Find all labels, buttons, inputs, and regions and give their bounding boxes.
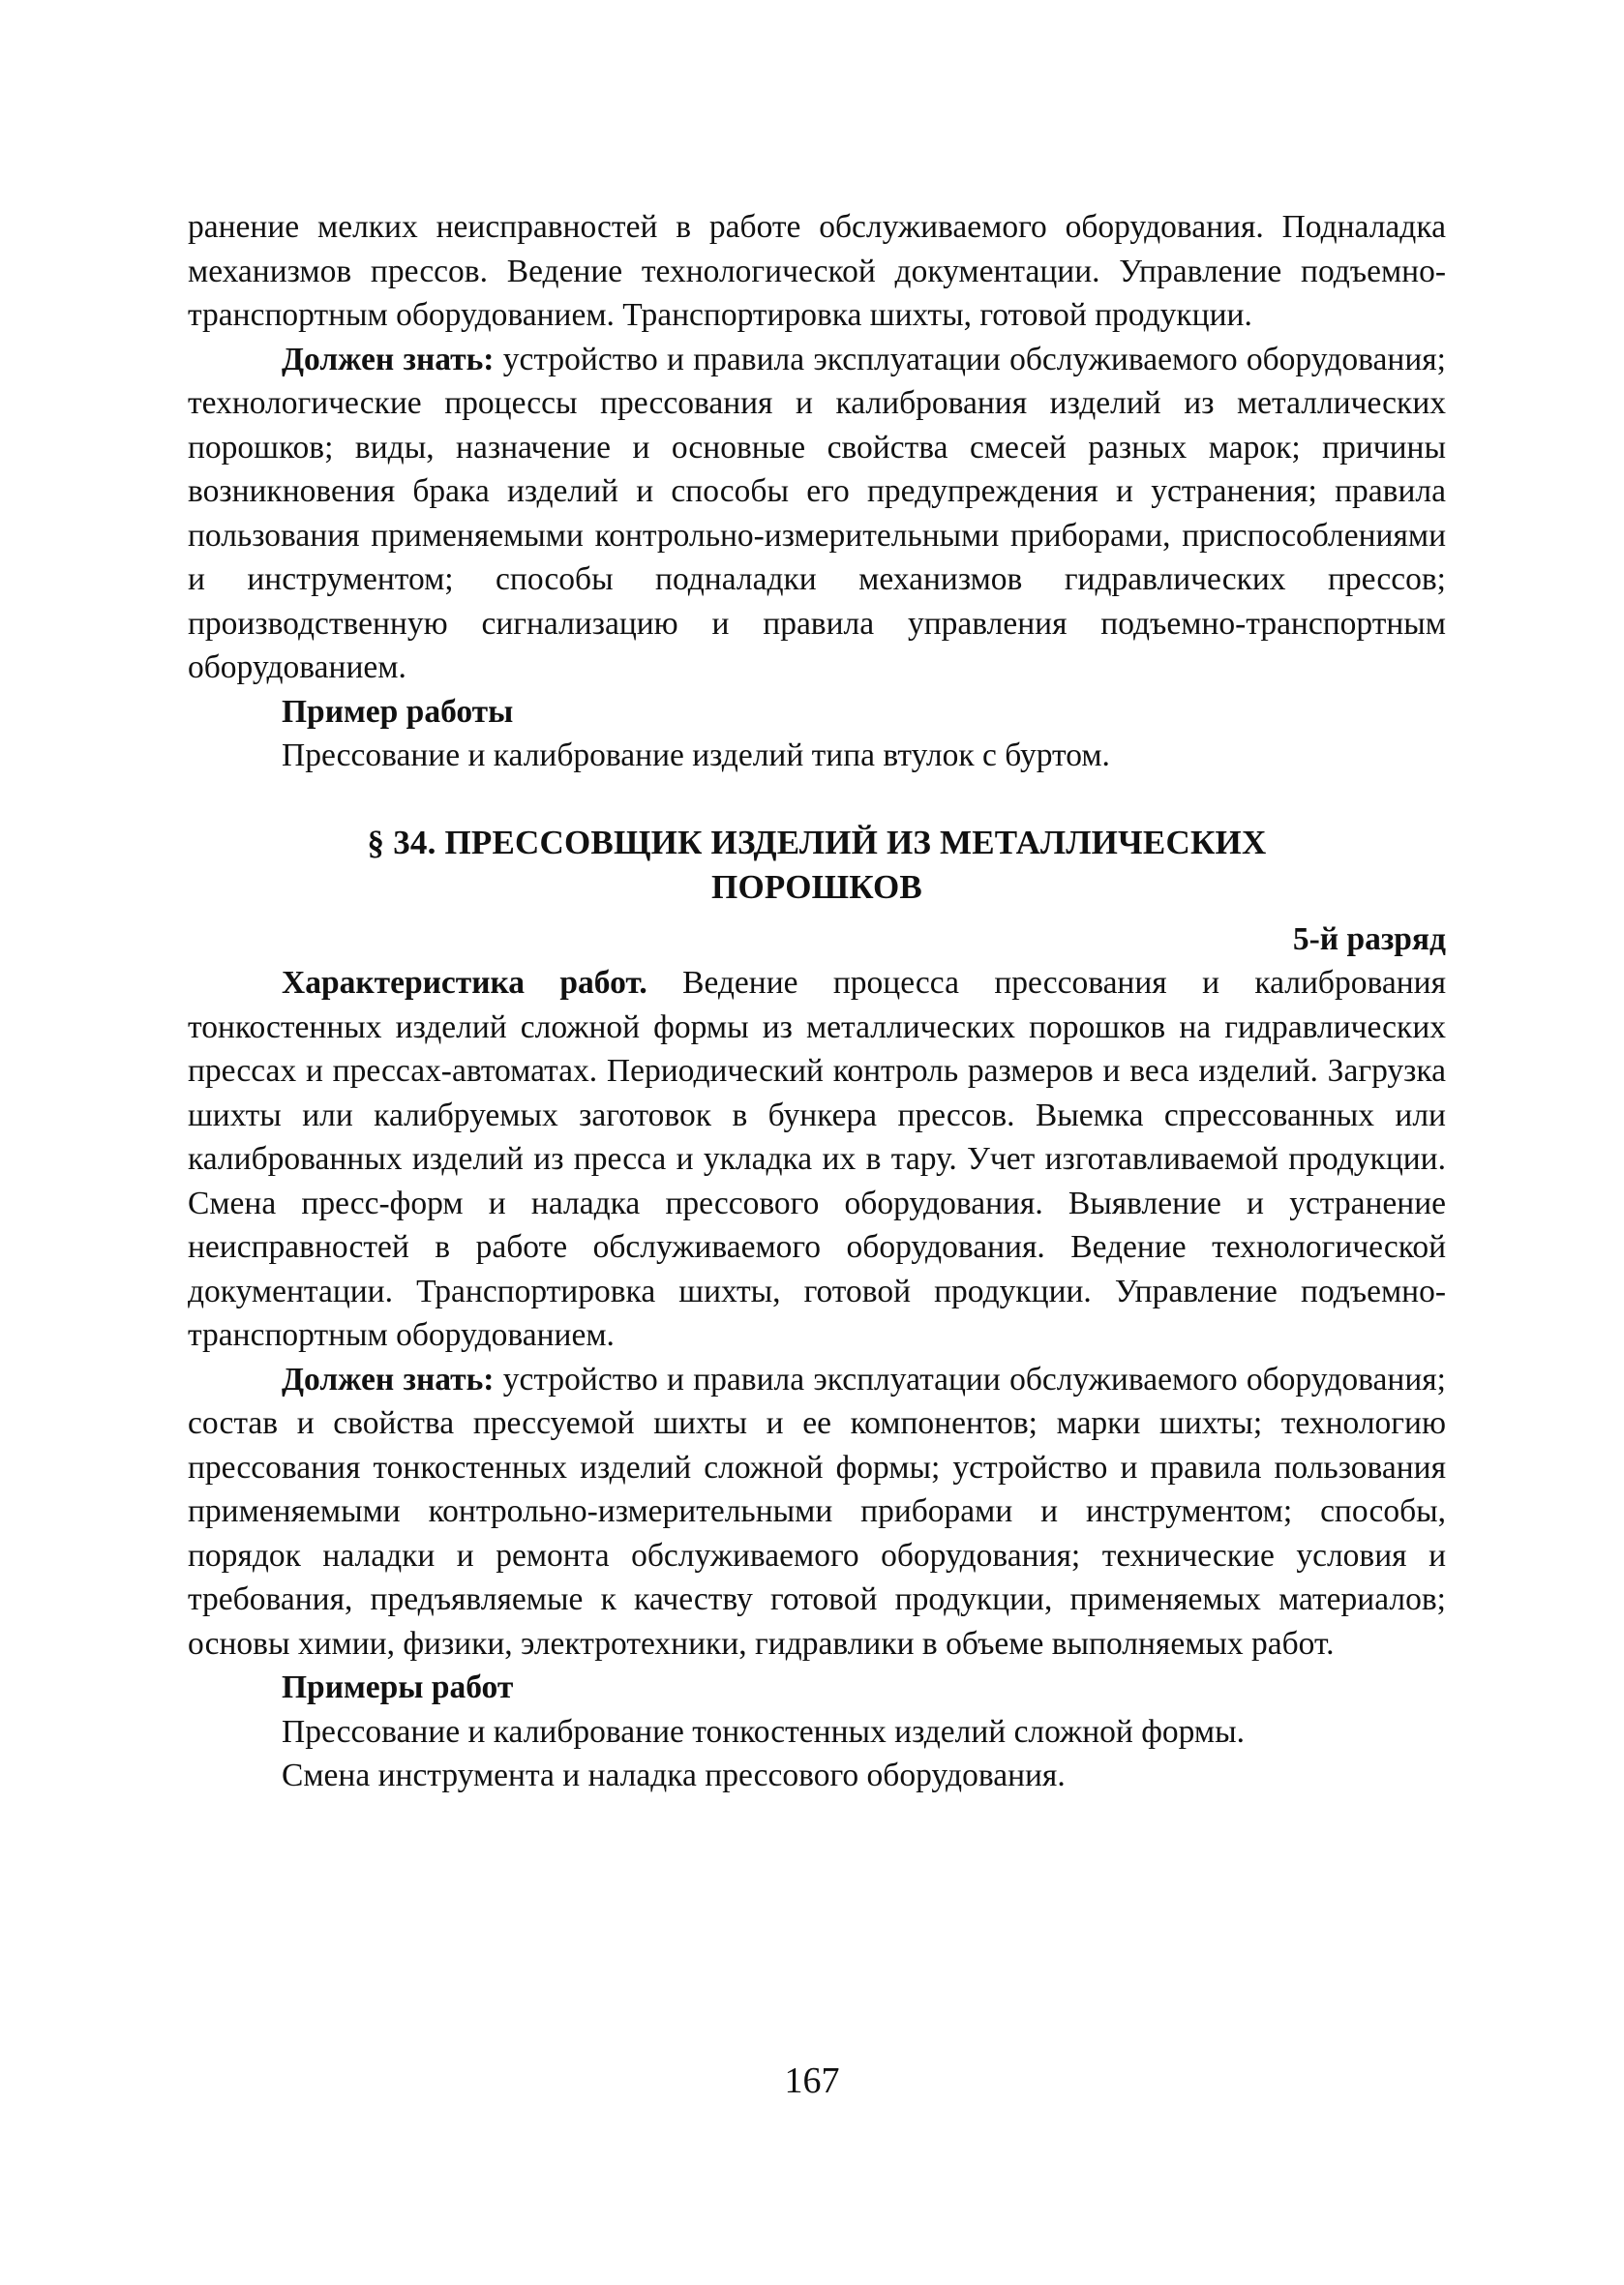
characteristics-text: Ведение процесса прессования и калибрования тонкостенных изделий сложной формы из металлических порошков на гидравлических прессах и прессах-автоматах. Периодический контроль размеров и веса изделий. Загрузка шихты или калибруемых заготовок в бункера прессов. Выемка спрессованных или калиброванных изделий из пресса и укладка их в тару. Учет изготавливаемой продукции. Смена пресс-форм и наладка прессового оборудования. Выявление и устранение неисправностей в работе обслуживаемого оборудования. Ведение технологической документации. Транспортировка шихты, готовой продукции. Управление подъемно-транспортным оборудованием.: [188, 965, 1446, 1353]
section-must-know-label: Должен знать:: [282, 1361, 495, 1398]
continuation-paragraph: ранение мелких неисправностей в работе обслуживаемого оборудования. Подналадка механизмов прессов. Ведение технологической документации. Управление подъемно-транспортным оборудованием. Транспортировка шихты, готовой продукции.: [188, 209, 1446, 333]
section-title-line1: § 34. ПРЕССОВЩИК ИЗДЕЛИЙ ИЗ МЕТАЛЛИЧЕСКИХ: [367, 823, 1267, 861]
section-title: [188, 821, 1446, 910]
must-know-paragraph: [188, 338, 1446, 690]
must-know-text: устройство и правила эксплуатации обслуживаемого оборудования; технологические процессы прессования и калибрования изделий из металлических порошков; виды, назначение и основные свойства смесей разных марок; причины возникновения брака изделий и способы его предупреждения и устранения; правила пользования применяемыми контрольно-измерительными приборами, приспособлениями и инструментом; способы подналадки механизмов гидравлических прессов; производственную сигнализацию и правила управления подъемно-транспортным оборудованием.: [188, 341, 1446, 685]
examples-heading: Примеры работ: [282, 1669, 514, 1705]
example-item: Смена инструмента и наладка прессового оборудования.: [282, 1758, 1066, 1793]
example-heading: Пример работы: [282, 693, 514, 730]
example-text: Прессование и калибрование изделий типа втулок с буртом.: [282, 737, 1110, 773]
grade-label: 5-й разряд: [1292, 920, 1446, 957]
page-number: 167: [784, 2060, 840, 2101]
document-page: [188, 205, 1446, 1798]
characteristics-paragraph: [188, 961, 1446, 1358]
characteristics-label: Характеристика работ.: [282, 965, 647, 1001]
section-must-know-paragraph: [188, 1358, 1446, 1667]
must-know-label: Должен знать:: [282, 341, 495, 377]
section-title-line2: ПОРОШКОВ: [711, 867, 922, 906]
section-must-know-text: устройство и правила эксплуатации обслуживаемого оборудования; состав и свойства прессуемой шихты и ее компонентов; марки шихты; технологию прессования тонкостенных изделий сложной формы; устройство и правила пользования применяемыми контрольно-измерительными приборами и инструментом; способы, порядок наладки и ремонта обслуживаемого оборудования; технические условия и требования, предъявляемые к качеству готовой продукции, применяемых материалов; основы химии, физики, электротехники, гидравлики в объеме выполняемых работ.: [188, 1361, 1446, 1662]
example-item: Прессование и калибрование тонкостенных изделий сложной формы.: [282, 1713, 1245, 1750]
